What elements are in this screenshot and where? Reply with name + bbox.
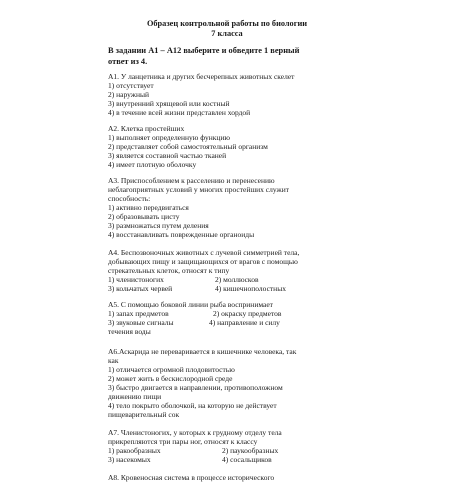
question-a3-text-line1: А3. Приспособлением к расселению и перенесению xyxy=(108,176,275,185)
question-a3-option-4: 4) восстанавливать поврежденные органоиды xyxy=(108,230,255,239)
question-a4-option-3: 3) кольчатых червей xyxy=(108,284,173,293)
question-a3-option-1: 1) активно передвигаться xyxy=(108,203,189,212)
question-a6-option-4-line2: пищеварительный сок xyxy=(108,410,180,419)
question-a1-option-4: 4) в течение всей жизни представлен хордой xyxy=(108,108,251,117)
question-a5-option-1: 1) запах предметов xyxy=(108,309,169,318)
question-a4-text-line1: А4. Беспозвоночных животных с лучевой симметрией тела, xyxy=(108,248,300,257)
question-a6-text-line2: как xyxy=(108,356,119,365)
question-a4-option-4: 4) кишечнополостных xyxy=(215,284,286,293)
question-a6-option-3-line1: 3) быстро двигается в направлении, противоположном xyxy=(108,383,283,392)
question-a2-option-3: 3) является составной частью тканей xyxy=(108,151,227,160)
question-a8-text-line1: А8. Кровеносная система в процессе исторического xyxy=(108,473,275,482)
question-a6-option-4-line1: 4) тело покрыто оболочкой, на которую не действует xyxy=(108,401,277,410)
question-a5-option-4-line1: 4) направление и силу xyxy=(209,318,280,327)
question-a2-text: А2. Клетка простейших xyxy=(108,124,185,133)
question-a7-option-3: 3) насекомых xyxy=(108,455,151,464)
question-a3-text-line2: неблагоприятных условий у многих простейших служит xyxy=(108,185,289,194)
question-a7-option-4: 4) сосальщиков xyxy=(222,455,272,464)
question-a5-option-3: 3) звуковые сигналы xyxy=(108,318,174,327)
question-a5-text: А5. С помощью боковой линии рыба воспринимает xyxy=(108,300,273,309)
question-a1-option-3: 3) внутренний хрящевой или костный xyxy=(108,99,230,108)
question-a3-option-3: 3) размножаться путем деления xyxy=(108,221,209,230)
document-title-line1: Образец контрольной работы по биологии xyxy=(146,19,308,28)
question-a1-option-1: 1) отсутствует xyxy=(108,81,154,90)
question-a4-text-line3: стрекательных клеток, относят к типу xyxy=(108,266,230,275)
question-a3-option-2: 2) образовывать цисту xyxy=(108,212,180,221)
question-a7-option-1: 1) ракообразных xyxy=(108,446,161,455)
instruction-line2: ответ из 4. xyxy=(108,57,148,66)
question-a4-option-2: 2) моллюсков xyxy=(215,275,259,284)
question-a7-text-line2: прикрепляются три пары ног, относят к классу xyxy=(108,437,258,446)
question-a6-option-1: 1) отличается огромной плодовитостью xyxy=(108,365,235,374)
question-a5-option-2: 2) окраску предметов xyxy=(213,309,282,318)
question-a7-text-line1: А7. Членистоногих, у которых к грудному отделу тела xyxy=(108,428,282,437)
question-a5-option-4-line2: течения воды xyxy=(108,327,151,336)
question-a3-text-line3: способность: xyxy=(108,194,151,203)
question-a2-option-2: 2) представляет собой самостоятельный организм xyxy=(108,142,268,151)
document-title-line2: 7 класса xyxy=(211,29,243,38)
question-a7-option-2: 2) паукообразных xyxy=(222,446,279,455)
question-a6-option-2: 2) может жить в бескислородной среде xyxy=(108,374,233,383)
question-a2-option-1: 1) выполняет определенную функцию xyxy=(108,133,230,142)
question-a1-option-2: 2) наружный xyxy=(108,90,150,99)
question-a4-text-line2: добывающих пищу и защищающихся от врагов с помощью xyxy=(108,257,298,266)
question-a6-option-3-line2: движению пищи xyxy=(108,392,162,401)
question-a4-option-1: 1) членистоногих xyxy=(108,275,164,284)
question-a2-option-4: 4) имеет плотную оболочку xyxy=(108,160,197,169)
question-a1-text: А1. У ланцетника и других бесчерепных животных скелет xyxy=(108,72,295,81)
question-a6-text-line1: А6.Аскарида не переваривается в кишечнике человека, так xyxy=(108,347,297,356)
instruction-line1: В задании А1 – А12 выберите и обведите 1 верный xyxy=(108,46,300,55)
